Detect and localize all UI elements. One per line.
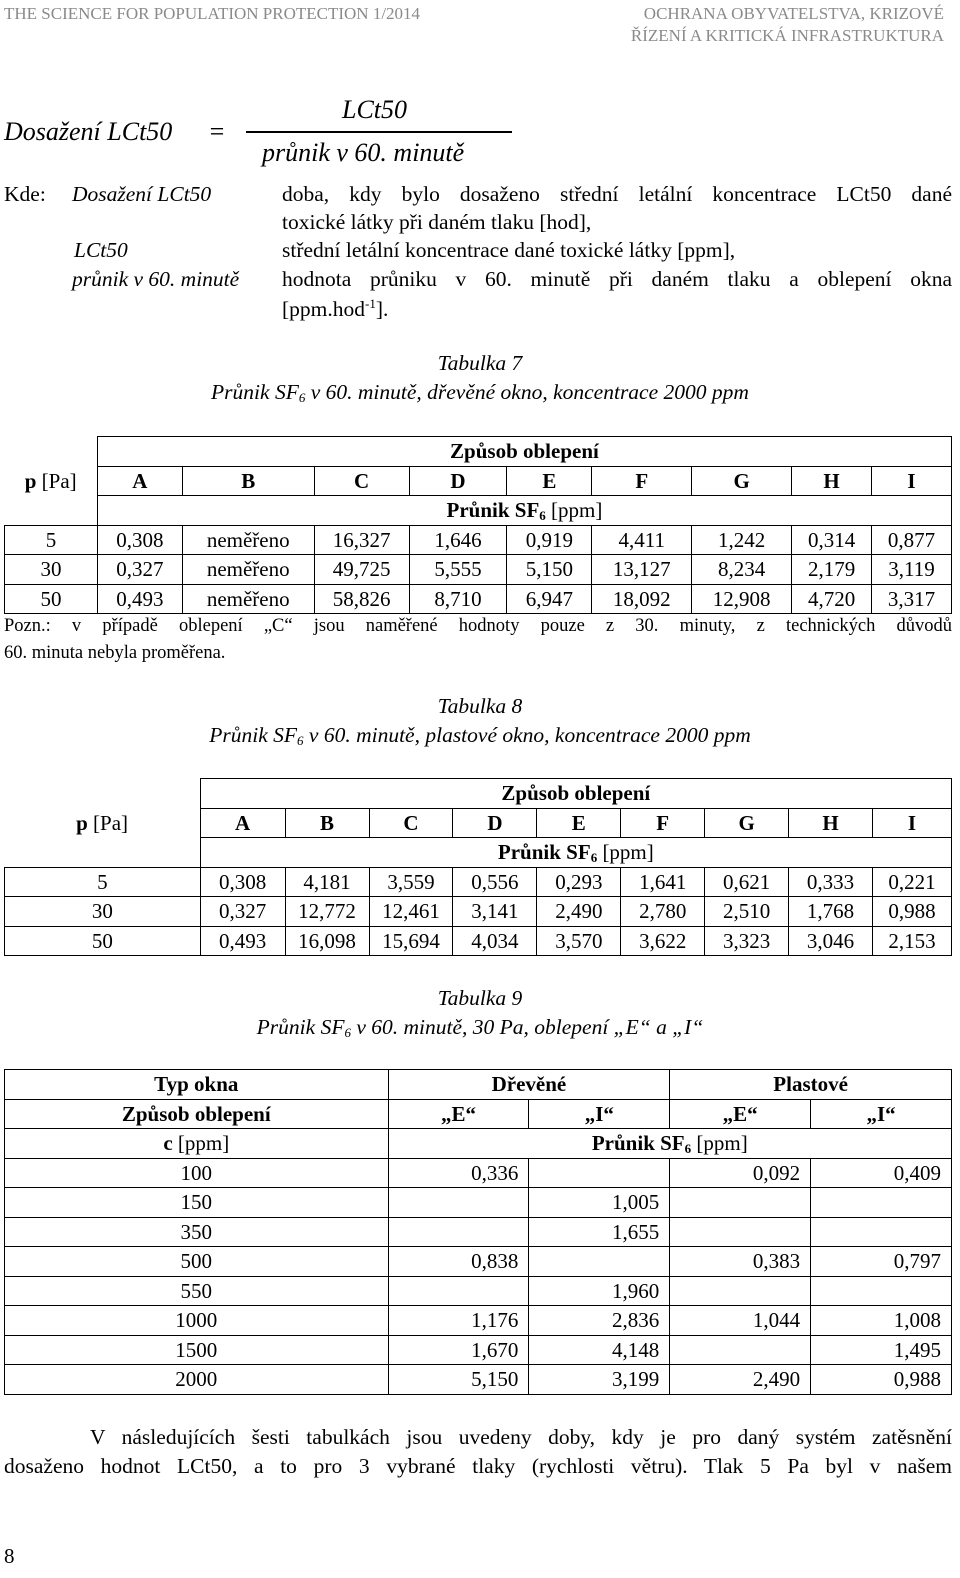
table7 [4,436,952,614]
table9-c-header: c [ppm] [5,1129,389,1159]
table-cell: 2,510 [705,897,789,927]
caption-text-end: v 60. minutě, 30 Pa, oblepení „E“ a „I“ [350,1015,704,1039]
table-cell: neměřeno [182,584,314,614]
table-row [5,555,952,585]
unit-subscript: 6 [684,1141,692,1157]
table-cell [529,1158,670,1188]
table-cell: 1,641 [621,867,705,897]
table-cell: 12,772 [285,897,369,927]
table-cell: 0,314 [792,525,872,555]
table-cell [670,1276,811,1306]
table-cell: 0,988 [872,897,951,927]
table8-col-g: G [705,808,789,838]
table7-col-a: A [97,466,182,496]
table7-caption-subtitle [0,378,960,407]
table-cell: 1,655 [529,1217,670,1247]
table-cell [670,1335,811,1365]
table8-col-c: C [369,808,453,838]
table9-col-e-wood: „E“ [388,1099,529,1129]
table-row [5,584,952,614]
caption-text: Průnik SF [209,723,298,747]
caption-subscript: 6 [344,1025,351,1040]
table-header-row [5,1099,952,1129]
table-cell: 13,127 [592,555,692,585]
table-cell: 1,646 [409,525,507,555]
table-cell: 2,153 [872,926,951,956]
table9-col-e-plastic: „E“ [670,1099,811,1129]
table-cell: 8,234 [692,555,792,585]
paragraph-line1: V následujících šesti tabulkách jsou uvedeny doby, kdy je pro daný systém zatěsnění [90,1425,952,1449]
table-cell: 3,570 [537,926,621,956]
table-cell: 1000 [5,1306,389,1336]
table-row [5,1217,952,1247]
caption-subscript: 6 [297,733,304,748]
table-cell: 16,098 [285,926,369,956]
unit-suffix: [ppm] [597,840,654,865]
table9-caption-subtitle [0,1013,960,1042]
table8-col-i: I [872,808,951,838]
table-cell: 1,495 [811,1335,952,1365]
table-cell [670,1217,811,1247]
table-cell: 1,044 [670,1306,811,1336]
table-cell: 3,622 [621,926,705,956]
unit-label: Průnik SF [446,498,540,523]
unit-suffix: [ppm] [545,498,603,523]
paragraph-line2: dosaženo hodnot LCt50, a to pro 3 vybrané tlaky (rychlosti větru). Tlak 5 Pa byl v našem [4,1454,952,1478]
table9-unit-header [388,1129,951,1159]
unit-text-end: ]. [375,297,389,321]
table-cell: 4,148 [529,1335,670,1365]
table-cell: 5 [5,867,201,897]
table7-col-g: G [692,466,792,496]
table-cell: 0,308 [97,525,182,555]
table-row [5,1335,952,1365]
table-cell: 0,327 [200,897,285,927]
caption-subscript: 6 [298,390,306,405]
table-cell: 0,409 [811,1158,952,1188]
table8-col-d: D [453,808,537,838]
table-cell: 4,720 [792,584,872,614]
table9-col-i-wood: „I“ [529,1099,670,1129]
table7-col-d: D [409,466,507,496]
table8-group-header: Způsob oblepení [200,779,951,809]
table-header-row [5,496,952,526]
table-cell [811,1217,952,1247]
table-cell: 0,556 [453,867,537,897]
table-cell: 0,092 [670,1158,811,1188]
table8-caption-title: Tabulka 8 [437,694,523,718]
table-cell: 30 [5,897,201,927]
table7-col-h: H [792,466,872,496]
table-cell: 3,559 [369,867,453,897]
caption-text: Průnik SF [256,1015,345,1039]
table-cell: 0,838 [388,1247,529,1277]
definition-desc-prunik-1: hodnota průniku v 60. minutě při daném tlaku a oblepení okna [282,267,952,291]
formula-equals: = [208,117,226,146]
table8-col-f: F [621,808,705,838]
table-cell: 1,960 [529,1276,670,1306]
table-cell: 6,947 [507,584,592,614]
table-cell: 150 [5,1188,389,1218]
table-cell: 1,670 [388,1335,529,1365]
table7-col-e: E [507,466,592,496]
table-cell: 5,150 [507,555,592,585]
table7-p-header: p [Pa] [5,437,98,526]
table-cell: 58,826 [314,584,409,614]
table7-col-c: C [314,466,409,496]
table-cell: 0,919 [507,525,592,555]
caption-text-end: v 60. minutě, dřevěné okno, koncentrace 2000 ppm [305,380,749,404]
table-cell: 16,327 [314,525,409,555]
table-cell: 15,694 [369,926,453,956]
unit-label: Průnik SF [591,1131,685,1156]
table-cell: 1,008 [811,1306,952,1336]
table-header-row [5,1070,952,1100]
unit-suffix: [ppm] [691,1131,748,1156]
table-cell: 5,555 [409,555,507,585]
table-cell: neměřeno [182,555,314,585]
table-cell: 4,181 [285,867,369,897]
table7-note-line2: 60. minuta nebyla proměřena. [4,643,226,663]
table9-zpusob-oblepeni: Způsob oblepení [5,1099,389,1129]
table-row [5,926,952,956]
table-cell: 100 [5,1158,389,1188]
unit-superscript: -1 [365,296,376,311]
definition-desc-lct50: střední letální koncentrace dané toxické látky [ppm], [282,238,736,262]
table-row [5,1247,952,1277]
table-cell: 1,768 [789,897,873,927]
table-cell: 0,336 [388,1158,529,1188]
table9-col-i-plastic: „I“ [811,1099,952,1129]
table-cell [388,1217,529,1247]
definition-desc-dosazeni-1: doba, kdy bylo dosaženo střední letální koncentrace LCt50 dané [282,182,952,206]
table-cell: 4,034 [453,926,537,956]
table-cell: 50 [5,584,98,614]
table8-unit-header [200,838,951,868]
table-cell: 0,333 [789,867,873,897]
table7-unit-header [97,496,951,526]
table-cell: 1500 [5,1335,389,1365]
unit-subscript: 6 [539,508,546,524]
table-cell: 0,383 [670,1247,811,1277]
table7-group-header: Způsob oblepení [97,437,951,467]
table7-col-b: B [182,466,314,496]
table-cell: 2000 [5,1365,389,1395]
table-cell: 3,141 [453,897,537,927]
running-header-right-line2: ŘÍZENÍ A KRITICKÁ INFRASTRUKTURA [630,26,944,45]
table-cell: 0,621 [705,867,789,897]
table-cell [811,1276,952,1306]
table-cell: 3,046 [789,926,873,956]
table-header-row [5,779,952,809]
definition-term-lct50: LCt50 [74,238,128,262]
definitions-kde-label: Kde: [4,182,46,206]
table-cell: neměřeno [182,525,314,555]
table-header-row [5,437,952,467]
table7-col-f: F [592,466,692,496]
table-cell [670,1188,811,1218]
table8-col-b: B [285,808,369,838]
table7-note-line1: Pozn.: v případě oblepení „C“ jsou naměřené hodnoty pouze z 30. minuty, z technických důvodů [4,616,952,636]
table9 [4,1069,952,1395]
running-header-left: THE SCIENCE FOR POPULATION PROTECTION 1/2014 [4,4,421,23]
table-row [5,1365,952,1395]
table-row [5,897,952,927]
page-number: 8 [4,1544,15,1568]
table-cell: 2,490 [670,1365,811,1395]
table-cell: 0,327 [97,555,182,585]
caption-text-end: v 60. minutě, plastové okno, koncentrace 2000 ppm [303,723,751,747]
table-cell: 12,908 [692,584,792,614]
table-cell: 2,780 [621,897,705,927]
table-cell: 0,293 [537,867,621,897]
definition-term-prunik: průnik v 60. minutě [72,267,240,291]
formula-denominator: průnik v 60. minutě [262,138,465,167]
table8-col-h: H [789,808,873,838]
table7-col-i: I [872,466,952,496]
table-cell: 0,797 [811,1247,952,1277]
table-row [5,1276,952,1306]
table-cell: 30 [5,555,98,585]
table-cell: 3,199 [529,1365,670,1395]
table-cell: 18,092 [592,584,692,614]
table-cell: 3,119 [872,555,952,585]
table-row [5,525,952,555]
table-header-row [5,466,952,496]
table-cell: 500 [5,1247,389,1277]
table-cell: 1,176 [388,1306,529,1336]
table-cell: 3,317 [872,584,952,614]
table-cell: 1,005 [529,1188,670,1218]
fraction-bar [246,131,512,133]
table-row [5,1158,952,1188]
table-cell: 1,242 [692,525,792,555]
table-cell: 0,877 [872,525,952,555]
table-cell: 2,836 [529,1306,670,1336]
running-header-right-line1: OCHRANA OBYVATELSTVA, KRIZOVÉ [643,4,944,23]
table-cell: 50 [5,926,201,956]
table-cell: 0,493 [97,584,182,614]
table-cell [388,1276,529,1306]
table-cell: 49,725 [314,555,409,585]
table-header-row [5,1129,952,1159]
table8-p-header: p [Pa] [5,779,201,868]
table-row [5,1306,952,1336]
formula-lhs: Dosažení LCt50 [4,117,173,146]
table-row [5,1188,952,1218]
table-row [5,867,952,897]
table-cell: 0,308 [200,867,285,897]
table-cell: 550 [5,1276,389,1306]
table-cell: 8,710 [409,584,507,614]
table9-caption-title: Tabulka 9 [437,986,523,1010]
table8 [4,778,952,956]
table9-plastove: Plastové [670,1070,952,1100]
table-cell: 3,323 [705,926,789,956]
table-cell [811,1188,952,1218]
table-cell: 2,179 [792,555,872,585]
table-cell: 5,150 [388,1365,529,1395]
unit-subscript: 6 [590,850,598,866]
table9-typ-okna: Typ okna [5,1070,389,1100]
caption-text: Průnik SF [211,380,299,404]
table8-col-e: E [537,808,621,838]
table-cell: 0,988 [811,1365,952,1395]
table-cell: 2,490 [537,897,621,927]
table-cell: 0,493 [200,926,285,956]
table-cell: 5 [5,525,98,555]
table-cell [529,1247,670,1277]
definition-desc-dosazeni-2: toxické látky při daném tlaku [hod], [282,210,592,234]
table-cell: 4,411 [592,525,692,555]
formula-numerator: LCt50 [342,95,408,124]
table-cell: 12,461 [369,897,453,927]
table8-col-a: A [200,808,285,838]
table-cell: 0,221 [872,867,951,897]
table9-drevene: Dřevěné [388,1070,670,1100]
table7-caption-title: Tabulka 7 [437,351,523,375]
definition-term-dosazeni: Dosažení LCt50 [72,182,212,206]
definition-desc-prunik-2 [282,295,388,323]
table-cell [388,1188,529,1218]
table8-caption-subtitle [0,721,960,750]
table-cell: 350 [5,1217,389,1247]
unit-label: Průnik SF [497,840,591,865]
unit-text: [ppm.hod [282,297,366,321]
